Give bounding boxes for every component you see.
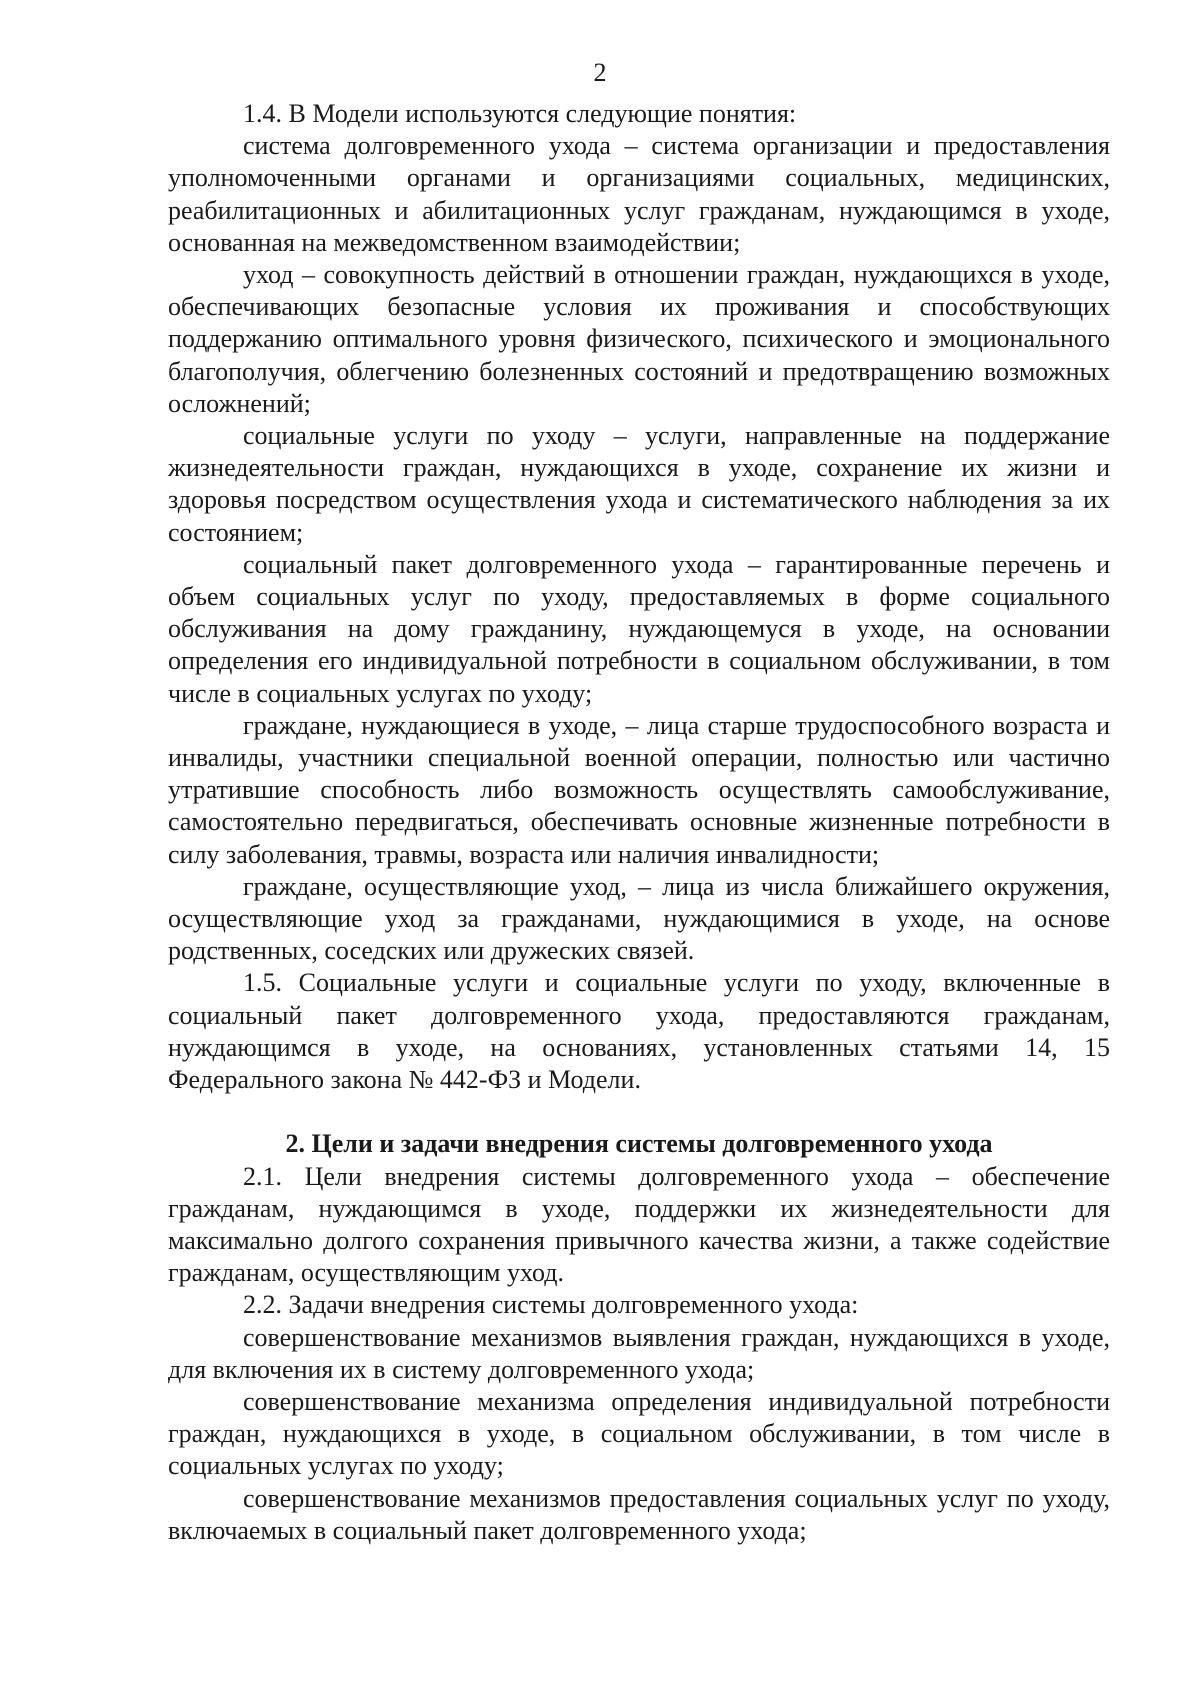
page-number: 2 xyxy=(593,58,607,87)
paragraph: совершенствование механизмов предоставления социальных услуг по уходу, включаемых в социальный пакет долговременного ухода; xyxy=(168,1483,1110,1545)
paragraph: система долговременного ухода – система организации и предоставления уполномоченными органами и организациями социальных, медицинских, реабилитационных и абилитационных услуг гражданам, нуждающимся в уходе, основанная на межведомственном взаимодействии; xyxy=(168,131,1110,257)
section-heading: 2. Цели и задачи внедрения системы долговременного ухода xyxy=(285,1129,993,1159)
paragraph: граждане, осуществляющие уход, – лица из числа ближайшего окружения, осуществляющие уход за гражданами, нуждающимися в уходе, на основе родственных, соседских или дружеских связей. xyxy=(168,871,1110,966)
document-body xyxy=(168,98,1110,1547)
paragraph: социальные услуги по уходу – услуги, направленные на поддержание жизнедеятельности граждан, нуждающихся в уходе, сохранение их жизни и здоровья посредством осуществления ухода и систематического наблюдения за их состоянием; xyxy=(168,421,1110,547)
paragraph: уход – совокупность действий в отношении граждан, нуждающихся в уходе, обеспечивающих безопасные условия их проживания и способствующих поддержанию оптимального уровня физического, психического и эмоционального благополучия, облегчению болезненных состояний и предотвращению возможных осложнений; xyxy=(168,260,1110,418)
paragraph: 1.5. Социальные услуги и социальные услуги по уходу, включенные в социальный пакет долговременного ухода, предоставляются гражданам, нуждающимся в уходе, на основаниях, установленных статьями 14, 15 Федерального закона № 442-ФЗ и Модели. xyxy=(168,968,1110,1095)
paragraph: 2.1. Цели внедрения системы долговременного ухода – обеспечение гражданам, нуждающимся в уходе, поддержки их жизнедеятельности для максимально долгого сохранения привычного качества жизни, а также содействие гражданам, осуществляющим уход. xyxy=(168,1161,1110,1288)
paragraph: 2.2. Задачи внедрения системы долговременного ухода: xyxy=(243,1290,859,1320)
paragraph: совершенствование механизма определения индивидуальной потребности граждан, нуждающихся в уходе, в социальном обслуживании, в том числе в социальных услугах по уходу; xyxy=(168,1386,1110,1481)
paragraph: граждане, нуждающиеся в уходе, – лица старше трудоспособного возраста и инвалиды, участники специальной военной операции, полностью или частично утратившие способность либо возможность осуществлять самообслуживание, самостоятельно передвигаться, обеспечивать основные жизненные потребности в силу заболевания, травмы, возраста или наличия инвалидности; xyxy=(168,710,1110,869)
paragraph: 1.4. В Модели используются следующие понятия: xyxy=(243,99,797,128)
paragraph: социальный пакет долговременного ухода – гарантированные перечень и объем социальных услуг по уходу, предоставляемых в форме социального обслуживания на дому гражданину, нуждающемуся в уходе, на основании определения его индивидуальной потребности в социальном обслуживании, в том числе в социальных услугах по уходу; xyxy=(168,549,1110,708)
paragraph: совершенствование механизмов выявления граждан, нуждающихся в уходе, для включения их в систему долговременного ухода; xyxy=(168,1322,1110,1384)
